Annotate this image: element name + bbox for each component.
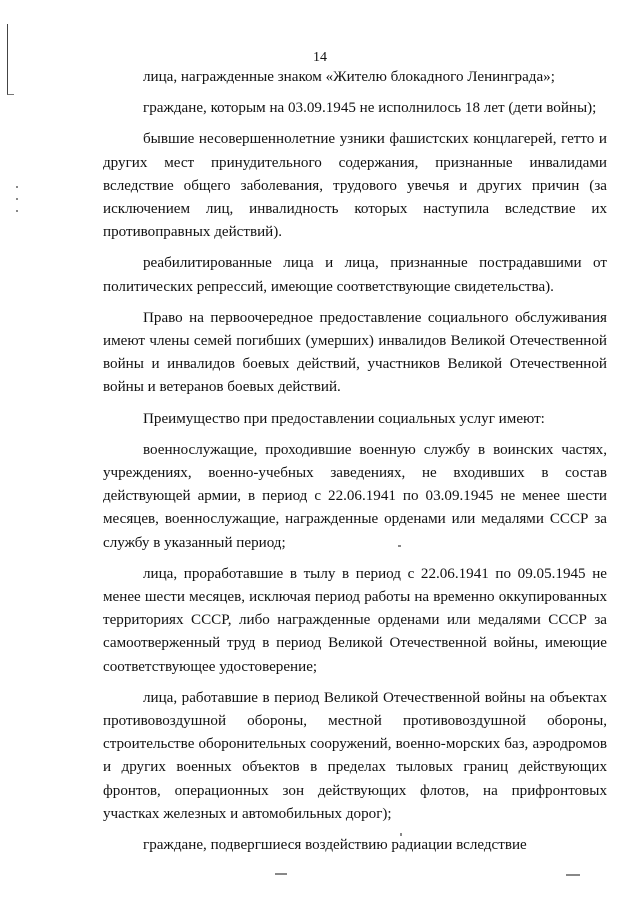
paragraph: бывшие несовершеннолетние узники фашистских концлагерей, гетто и других мест принудительного содержания, признанные инвалидами вследствие общего заболевания, трудового увечья и других причин (за исключением лиц, инвалидность которых наступила вследствие их противоправных действий).	[103, 131, 607, 241]
paragraph: Право на первоочередное предоставление социального обслуживания имеют члены семей погибших (умерших) инвалидов Великой Отечественной войны и инвалидов боевых действий, участников Великой Отечественной войны и ветеранов боевых действий.	[103, 309, 607, 396]
paragraph: военнослужащие, проходившие военную службу в воинских частях, учреждениях, военно-учебных заведениях, не входивших в состав действующей армии, в период с 22.06.1941 по 03.09.1945 не менее шести месяцев, военнослужащие, награжденные орденами или медалями СССР за службу в указанный период;	[103, 441, 607, 551]
paragraph: реабилитированные лица и лица, признанные пострадавшими от политических репрессий, имеющие соответствующие свидетельства).	[103, 255, 607, 295]
scan-speck	[16, 210, 18, 212]
paragraph: Преимущество при предоставлении социальных услуг имеют:	[143, 410, 545, 427]
scan-speck	[16, 186, 18, 188]
page-number: 14	[313, 50, 327, 65]
paragraph: лица, награжденные знаком «Жителю блокадного Ленинграда»;	[143, 69, 555, 85]
scan-speck	[16, 198, 18, 200]
scan-speck	[566, 874, 580, 876]
body-text	[103, 66, 607, 857]
paragraph: граждане, подвергшиеся воздействию радиации вследствие	[143, 837, 527, 854]
paragraph: лица, работавшие в период Великой Отечественной войны на объектах противовоздушной обороны, местной противовоздушной обороны, строительстве оборонительных сооружений, военно-морских баз, аэродромов и других военных объектов в пределах тыловых границ действующих фронтов, операционных зон действующих флотов, на прифронтовых участках железных и автомобильных дорог);	[103, 689, 607, 822]
paragraph: граждане, которым на 03.09.1945 не исполнилось 18 лет (дети войны);	[143, 100, 597, 117]
paragraph: лица, проработавшие в тылу в период с 22.06.1941 по 09.05.1945 не менее шести месяцев, исключая период работы на временно оккупированных территориях СССР, либо награжденные орденами или медалями СССР за самоотверженный труд в период Великой Отечественной войны, имеющие соответствующее удостоверение;	[103, 565, 607, 675]
scan-speck	[275, 873, 287, 875]
